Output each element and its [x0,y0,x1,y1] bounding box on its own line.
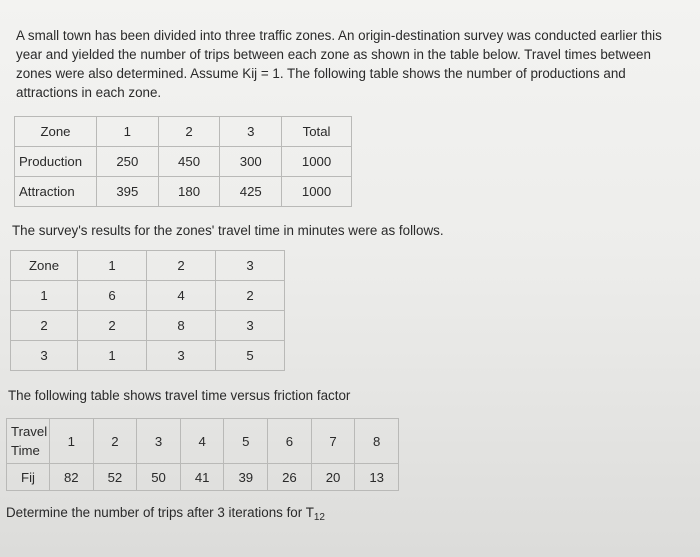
row-label: Production [15,147,97,177]
header-cell: Zone [11,251,78,281]
question-main: Determine the number of trips after 3 iterations for T [6,505,314,520]
friction-text: The following table shows travel time versus friction factor [8,388,351,403]
header-cell: 1 [78,251,147,281]
travel-time-table [10,250,285,371]
table-cell: 1000 [282,177,352,207]
table-cell: 3 [216,311,285,341]
table-cell: 4 [147,281,216,311]
table-cell: 2 [78,311,147,341]
table-cell: 2 [216,281,285,311]
table-cell: 20 [311,464,355,491]
table-cell: 52 [93,464,137,491]
table-cell: 395 [96,177,158,207]
table-cell: 425 [220,177,282,207]
table-cell: 5 [216,341,285,371]
table-cell: 8 [355,419,399,464]
table-row [7,464,399,491]
row-label [7,419,50,464]
header-cell: 1 [96,117,158,147]
table-cell: 5 [224,419,268,464]
table-cell: 1 [78,341,147,371]
table-row [15,147,352,177]
row-label: Fij [7,464,50,491]
table-cell: 3 [147,341,216,371]
intro-paragraph: A small town has been divided into three traffic zones. An origin-destination survey was conducted earlier this year and yielded the number of trips between each zone as shown in the table below. Travel times between zones were also determined. Assume Kij = 1. The following table shows the number of productions and attractions in each zone. [16,28,662,100]
table-cell: 4 [180,419,224,464]
table-row [11,311,285,341]
table-cell: 1000 [282,147,352,177]
table-cell: 8 [147,311,216,341]
table-cell: 3 [137,419,181,464]
table-cell: 1 [49,419,93,464]
table-row [11,341,285,371]
table-header-row [11,251,285,281]
table-cell: 180 [158,177,220,207]
productions-attractions-table [14,116,352,207]
travel-label: Travel [11,424,48,439]
table-cell: 6 [268,419,312,464]
header-cell: 2 [158,117,220,147]
table-row [15,177,352,207]
table-cell: 82 [49,464,93,491]
table-cell: 6 [78,281,147,311]
table-cell: 7 [311,419,355,464]
survey-text: The survey's results for the zones' travel time in minutes were as follows. [12,223,444,238]
header-cell: Zone [15,117,97,147]
row-label: Attraction [15,177,97,207]
row-label: 3 [11,341,78,371]
question-text [6,505,325,523]
table-cell: 50 [137,464,181,491]
table-cell: 450 [158,147,220,177]
table-header-row [15,117,352,147]
header-cell: 3 [216,251,285,281]
header-cell: 2 [147,251,216,281]
table-cell: 2 [93,419,137,464]
time-label: Time [11,443,40,458]
header-cell: Total [282,117,352,147]
question-subscript: 12 [313,512,325,523]
table-cell: 250 [96,147,158,177]
row-label: 1 [11,281,78,311]
table-cell: 39 [224,464,268,491]
table-cell: 41 [180,464,224,491]
table-row [11,281,285,311]
friction-factor-table [6,418,399,491]
header-cell: 3 [220,117,282,147]
table-row [7,419,399,464]
table-cell: 26 [268,464,312,491]
table-cell: 300 [220,147,282,177]
table-cell: 13 [355,464,399,491]
row-label: 2 [11,311,78,341]
